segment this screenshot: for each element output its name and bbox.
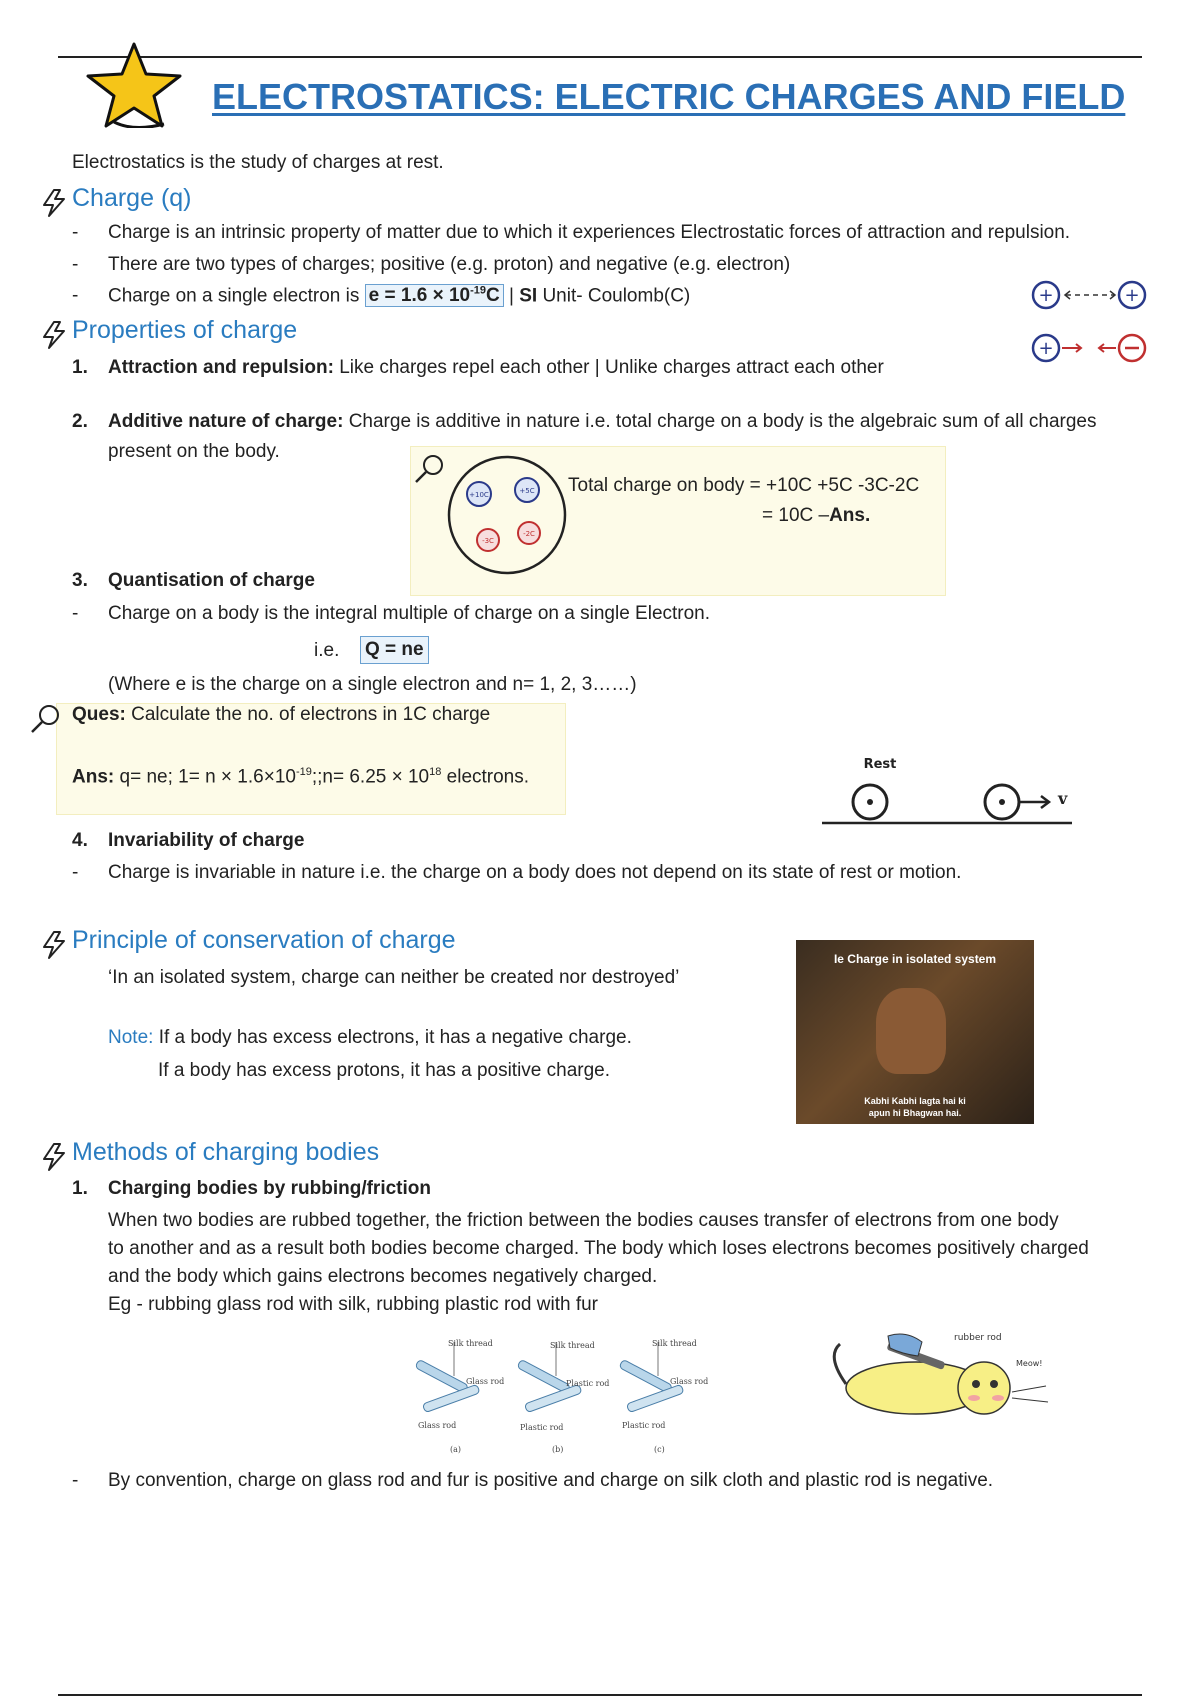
figure-label: Glass rod <box>466 1377 505 1386</box>
meow-label: Meow! <box>1016 1359 1043 1368</box>
charge-bullet: There are two types of charges; positive (e.g. proton) and negative (e.g. electron) <box>108 254 791 275</box>
additive-example-line1: Total charge on body = +10C +5C -3C-2C <box>568 475 920 496</box>
quantisation-formula: Q = ne <box>360 636 429 664</box>
meme-figure <box>876 988 946 1074</box>
method-rubbing-text: When two bodies are rubbed together, the friction between the bodies causes transfer of electrons from one body to another and as a result both bodies become charged. The body which loses electrons becomes positively charged and the body which gains electrons becomes negatively charged. Eg - rubbing glass rod with silk, rubbing plastic rod with fur <box>108 1210 1089 1315</box>
conservation-note: Note: If a body has excess electrons, it has a negative charge. <box>108 1027 632 1048</box>
charge-interaction-diagram <box>1030 278 1150 368</box>
lightning-icon <box>40 320 68 350</box>
figure-label: Glass rod <box>418 1421 457 1430</box>
answer-text: Ans: q= ne; $1= n \times 1.6\times 10^{-19};;n= 6.25 \times 10^{18}$ electrons. <box>72 766 530 788</box>
figure-caption: (c) <box>654 1445 665 1454</box>
convention-text: By convention, charge on glass rod and fur is positive and charge on silk cloth and plastic rod is negative. <box>108 1470 994 1491</box>
velocity-label: v <box>1058 789 1068 808</box>
method-rubbing-title: Charging bodies by rubbing/friction <box>108 1178 431 1199</box>
rest-label: Rest <box>863 757 897 772</box>
property-invariability-title: Invariability of charge <box>108 830 305 851</box>
bottom-rule <box>58 1694 1142 1696</box>
conservation-quote: ‘In an isolated system, charge can neither be created nor destroyed’ <box>108 967 680 988</box>
meme-caption-top: Ie Charge in isolated system <box>833 952 997 966</box>
figure-label: Silk thread <box>550 1341 595 1350</box>
section-heading-conservation: Principle of conservation of charge <box>72 926 456 954</box>
question-text: Ques: Calculate the no. of electrons in 1C charge <box>72 704 491 725</box>
lightning-icon <box>40 1142 68 1172</box>
magnifier-icon <box>28 702 62 736</box>
svg-text:+: + <box>1124 285 1140 306</box>
svg-text:+: + <box>1038 285 1054 306</box>
intro-text: Electrostatics is the study of charges at rest. <box>72 152 444 173</box>
figure-label: Plastic rod <box>520 1423 564 1432</box>
electron-charge-line: Charge on a single electron is $e = 1.6 \times 10^{-19}C$ | SI Unit- Coulomb(C) <box>108 285 691 307</box>
property-attraction: Attraction and repulsion: Like charges repel each other | Unlike charges attract each other <box>108 357 884 378</box>
cat-rubbing-illustration <box>826 1326 1056 1436</box>
additive-example-line2: = 10C –Ans. <box>762 505 871 526</box>
property-quantisation-title: Quantisation of charge <box>108 570 315 591</box>
rest-motion-diagram <box>820 752 1080 828</box>
rod-experiment-figures <box>408 1336 728 1460</box>
figure-label: Silk thread <box>448 1339 493 1348</box>
figure-label: Glass rod <box>670 1377 709 1386</box>
circle-charge-label: -2C <box>523 530 535 538</box>
section-heading-methods: Methods of charging bodies <box>72 1138 380 1166</box>
property-additive: Additive nature of charge: Charge is additive in nature i.e. total charge on a body is the algebraic sum of all charges <box>108 411 1097 432</box>
figure-caption: (a) <box>450 1445 462 1454</box>
magnifier-icon <box>412 452 446 486</box>
figure-label: Plastic rod <box>566 1379 610 1388</box>
section-heading-charge: Charge (q) <box>72 184 192 212</box>
circle-charge-label: -3C <box>482 537 494 545</box>
section-heading-properties: Properties of charge <box>72 316 298 344</box>
rubber-rod-label: rubber rod <box>954 1333 1002 1343</box>
charged-body-diagram <box>444 452 570 578</box>
figure-label: Plastic rod <box>622 1421 666 1430</box>
top-rule <box>58 56 1142 58</box>
charge-bullet: Charge is an intrinsic property of matter due to which it experiences Electrostatic forces of attraction and repulsion. <box>108 222 1071 243</box>
circle-charge-label: +5C <box>519 487 535 495</box>
lightning-icon <box>40 188 68 218</box>
svg-text:+: + <box>1038 338 1054 359</box>
figure-caption: (b) <box>552 1445 564 1454</box>
page-title: ELECTROSTATICS: ELECTRIC CHARGES AND FIELD <box>212 76 1126 117</box>
star-icon <box>84 40 184 128</box>
figure-label: Silk thread <box>652 1339 697 1348</box>
electron-charge-formula: $e = 1.6 \times 10^{-19}C$ <box>365 284 504 307</box>
lightning-icon <box>40 930 68 960</box>
meme-image: Ie Charge in isolated system Kabhi Kabhi lagta hai ki apun hi Bhagwan hai. <box>796 940 1034 1124</box>
circle-charge-label: +10C <box>469 491 489 499</box>
